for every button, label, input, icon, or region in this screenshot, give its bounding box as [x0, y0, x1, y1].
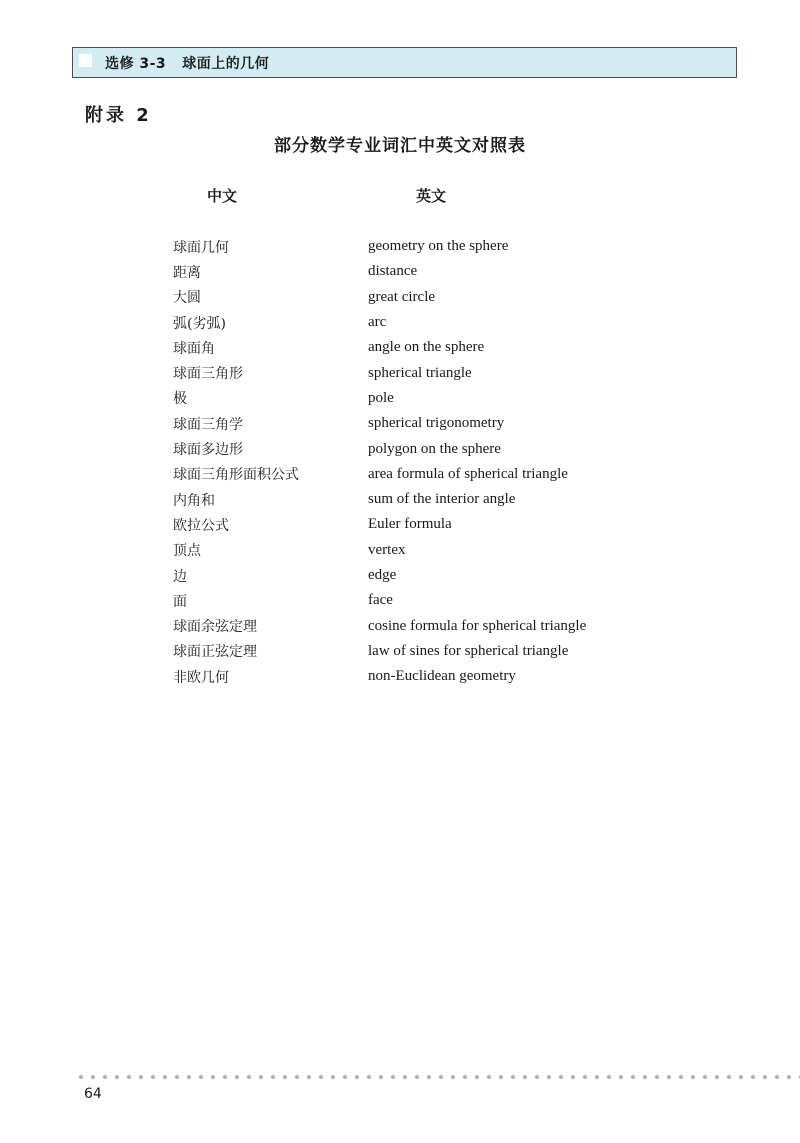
glossary-row	[173, 563, 653, 588]
header-square-icon	[79, 54, 92, 67]
term-english: polygon on the sphere	[368, 440, 501, 457]
glossary-row	[173, 588, 653, 613]
glossary-row	[173, 310, 653, 335]
table-title: 部分数学专业词汇中英文对照表	[274, 136, 526, 156]
term-english: non-Euclidean geometry	[368, 668, 516, 685]
term-english: pole	[368, 389, 394, 406]
glossary-table	[173, 234, 653, 689]
term-english: area formula of spherical triangle	[368, 465, 568, 482]
header-section: 选修 3-3	[105, 56, 167, 72]
column-header-chinese: 中文	[207, 187, 238, 205]
glossary-row	[173, 487, 653, 512]
term-chinese: 极	[173, 391, 187, 408]
glossary-row	[173, 335, 653, 360]
glossary-row	[173, 360, 653, 385]
term-english: angle on the sphere	[368, 339, 485, 356]
chapter-header-bar	[72, 47, 737, 78]
term-english: edge	[368, 567, 397, 583]
term-english: spherical triangle	[368, 364, 472, 381]
glossary-row	[173, 411, 653, 436]
glossary-row	[173, 538, 653, 563]
term-english: arc	[368, 314, 387, 331]
term-english: great circle	[368, 288, 436, 305]
term-chinese: 顶点	[173, 543, 201, 560]
glossary-row	[173, 259, 653, 284]
glossary-row	[173, 613, 653, 638]
term-chinese: 球面三角学	[173, 416, 243, 433]
appendix-title: 附录 2	[85, 105, 152, 126]
term-chinese: 面	[173, 593, 187, 610]
glossary-row	[173, 234, 653, 259]
page-number: 64	[84, 1086, 102, 1102]
term-english: Euler formula	[368, 516, 452, 533]
term-chinese: 弧(劣弧)	[173, 315, 226, 332]
term-chinese: 球面几何	[173, 239, 229, 256]
term-english: face	[368, 592, 393, 609]
term-chinese: 球面余弦定理	[173, 619, 257, 636]
glossary-row	[173, 639, 653, 664]
glossary-row	[173, 386, 653, 411]
glossary-row	[173, 285, 653, 310]
chapter-header-text	[105, 53, 269, 73]
glossary-row	[173, 436, 653, 461]
glossary-row	[173, 462, 653, 487]
term-chinese: 球面三角形	[173, 366, 243, 383]
term-chinese: 边	[173, 568, 187, 585]
term-chinese: 距离	[173, 264, 201, 281]
term-chinese: 大圆	[173, 290, 201, 307]
term-english: vertex	[368, 541, 406, 558]
header-topic: 球面上的几何	[182, 56, 270, 72]
column-header-english: 英文	[416, 187, 447, 205]
term-english: geometry on the sphere	[368, 238, 509, 255]
term-english: cosine formula for spherical triangle	[368, 617, 587, 634]
term-chinese: 内角和	[173, 492, 215, 509]
term-english: spherical trigonometry	[368, 415, 505, 432]
term-chinese: 欧拉公式	[173, 517, 229, 534]
term-chinese: 球面多边形	[173, 442, 243, 459]
term-chinese: 球面三角形面积公式	[173, 467, 299, 484]
term-chinese: 非欧几何	[173, 669, 229, 686]
glossary-row	[173, 512, 653, 537]
glossary-row	[173, 664, 653, 689]
term-english: distance	[368, 263, 418, 280]
term-english: sum of the interior angle	[368, 491, 516, 508]
term-chinese: 球面角	[173, 340, 215, 357]
footer-dotted-rule	[75, 1074, 800, 1080]
term-english: law of sines for spherical triangle	[368, 642, 569, 659]
term-chinese: 球面正弦定理	[173, 644, 257, 661]
